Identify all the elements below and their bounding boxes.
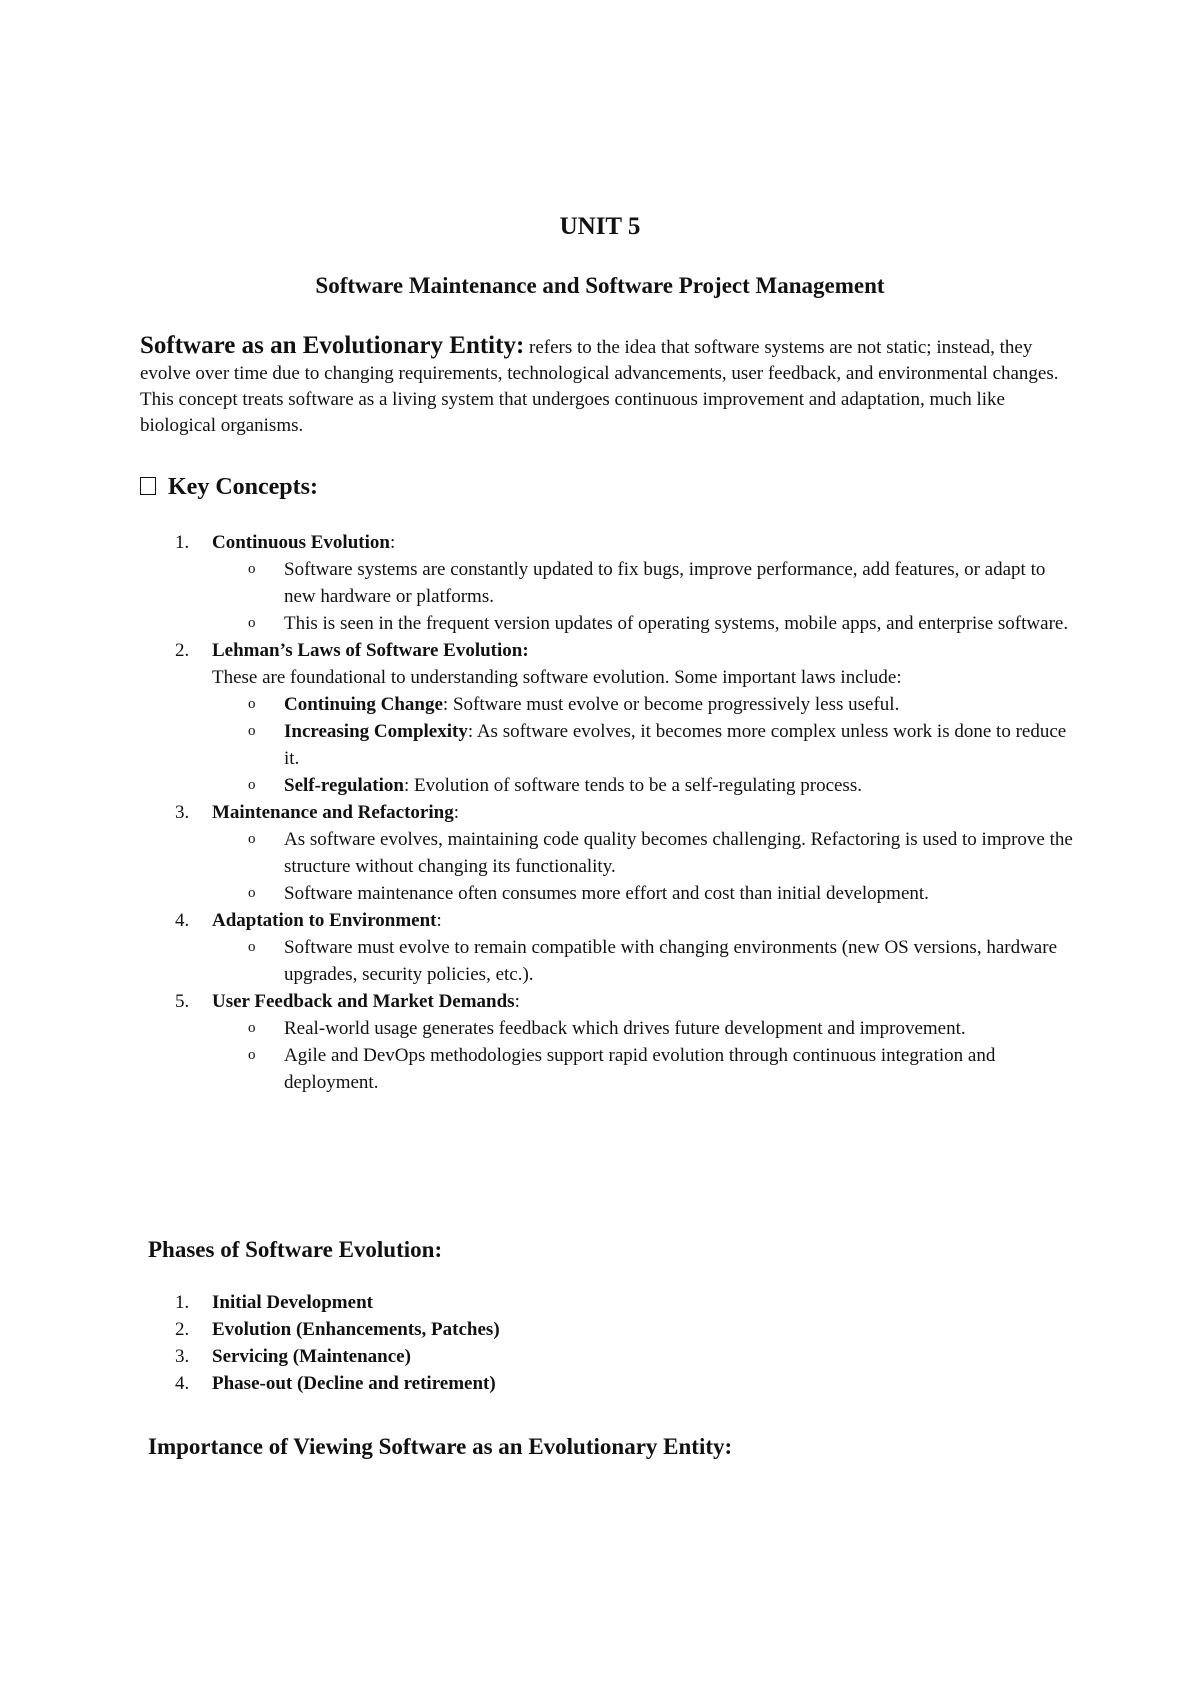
concept-title: Lehman’s Laws of Software Evolution:	[212, 640, 529, 661]
bullet-text: This is seen in the frequent version updates of operating systems, mobile apps, and enterprise software.	[284, 613, 1069, 634]
bullet-item	[212, 718, 1075, 772]
phase-label: Phase-out (Decline and retirement)	[212, 1373, 496, 1394]
importance-heading: Importance of Viewing Software as an Evolutionary Entity:	[148, 1434, 733, 1459]
bullet-item	[212, 934, 1075, 988]
concept-title-suffix: :	[436, 910, 442, 931]
bullet-item	[212, 1042, 1075, 1096]
phase-label: Evolution (Enhancements, Patches)	[212, 1319, 500, 1340]
bullet-text: Software systems are constantly updated to fix bugs, improve performance, add features, or adapt to new hardware or platforms.	[284, 559, 1046, 607]
bullet-circle-icon: o	[248, 723, 256, 739]
phase-number: 1.	[175, 1292, 190, 1313]
bullet-item	[212, 1015, 1075, 1042]
phase-item	[175, 1370, 500, 1397]
concept-description: These are foundational to understanding software evolution. Some important laws include:	[212, 667, 902, 688]
concept-bullet-list	[212, 556, 1075, 637]
checkbox-square-icon	[140, 477, 156, 495]
bullet-circle-icon: o	[248, 939, 256, 955]
concept-number: 2.	[175, 640, 190, 661]
bullet-item	[212, 610, 1075, 637]
concept-title-suffix: :	[514, 991, 520, 1012]
phase-number: 3.	[175, 1346, 190, 1367]
bullet-item	[212, 826, 1075, 880]
bullet-term: Increasing Complexity	[284, 721, 468, 742]
concept-title-suffix: :	[453, 802, 459, 823]
phase-label: Servicing (Maintenance)	[212, 1346, 411, 1367]
concept-number: 3.	[175, 802, 190, 823]
bullet-item	[212, 880, 1075, 907]
concept-title: Maintenance and Refactoring	[212, 802, 454, 823]
concept-item	[175, 799, 1075, 907]
bullet-circle-icon: o	[248, 696, 256, 712]
intro-paragraph	[140, 333, 1070, 439]
phases-heading: Phases of Software Evolution:	[148, 1237, 443, 1262]
key-concepts-list	[175, 529, 1075, 1096]
document-subtitle: Software Maintenance and Software Project Management	[315, 273, 885, 298]
concept-bullet-list	[212, 1015, 1075, 1096]
concept-item	[175, 529, 1075, 637]
bullet-text: : As software evolves, it becomes more complex unless work is done to reduce it.	[284, 721, 1067, 769]
phase-number: 2.	[175, 1319, 190, 1340]
phase-number: 4.	[175, 1373, 190, 1394]
concept-bullet-list	[212, 826, 1075, 907]
bullet-term: Self-regulation	[284, 775, 404, 796]
bullet-circle-icon: o	[248, 1020, 256, 1036]
concept-item	[175, 988, 1075, 1096]
bullet-text: : Evolution of software tends to be a self-regulating process.	[403, 775, 862, 796]
bullet-circle-icon: o	[248, 561, 256, 577]
bullet-circle-icon: o	[248, 777, 256, 793]
bullet-text: Agile and DevOps methodologies support rapid evolution through continuous integration and deployment.	[284, 1045, 996, 1093]
bullet-text: Software must evolve to remain compatible with changing environments (new OS versions, hardware upgrades, security policies, etc.).	[284, 937, 1057, 985]
bullet-text: Real-world usage generates feedback which drives future development and improvement.	[284, 1018, 966, 1039]
key-concepts-heading-text: Key Concepts:	[168, 474, 318, 500]
bullet-circle-icon: o	[248, 885, 256, 901]
phase-label: Initial Development	[212, 1292, 373, 1313]
unit-title: UNIT 5	[559, 213, 641, 240]
phases-list	[175, 1289, 500, 1397]
concept-title: Continuous Evolution	[212, 532, 390, 553]
bullet-text: : Software must evolve or become progressively less useful.	[442, 694, 900, 715]
phase-item	[175, 1316, 500, 1343]
phase-item	[175, 1343, 500, 1370]
bullet-circle-icon: o	[248, 831, 256, 847]
bullet-item	[212, 691, 1075, 718]
concept-item	[175, 907, 1075, 988]
concept-title: User Feedback and Market Demands	[212, 991, 515, 1012]
concept-number: 5.	[175, 991, 190, 1012]
bullet-item	[212, 772, 1075, 799]
intro-term: Software as an Evolutionary Entity:	[140, 332, 525, 359]
bullet-circle-icon: o	[248, 615, 256, 631]
intro-text: refers to the idea that software systems are not static; instead, they evolve over time due to changing requirements, technological advancements, user feedback, and environmental changes. This concept treats software as a living system that undergoes continuous improvement and adaptation, much like biological organisms.	[140, 337, 1059, 436]
bullet-item	[212, 556, 1075, 610]
concept-number: 4.	[175, 910, 190, 931]
concept-bullet-list	[212, 691, 1075, 799]
concept-number: 1.	[175, 532, 190, 553]
concept-item	[175, 637, 1075, 799]
bullet-circle-icon: o	[248, 1047, 256, 1063]
concept-title-suffix: :	[389, 532, 396, 553]
concept-title: Adaptation to Environment	[212, 910, 437, 931]
bullet-text: Software maintenance often consumes more effort and cost than initial development.	[284, 883, 929, 904]
key-concepts-heading	[140, 472, 318, 502]
phase-item	[175, 1289, 500, 1316]
bullet-term: Continuing Change	[284, 694, 443, 715]
concept-bullet-list	[212, 934, 1075, 988]
bullet-text: As software evolves, maintaining code quality becomes challenging. Refactoring is used to improve the structure without changing its functionality.	[284, 829, 1073, 877]
